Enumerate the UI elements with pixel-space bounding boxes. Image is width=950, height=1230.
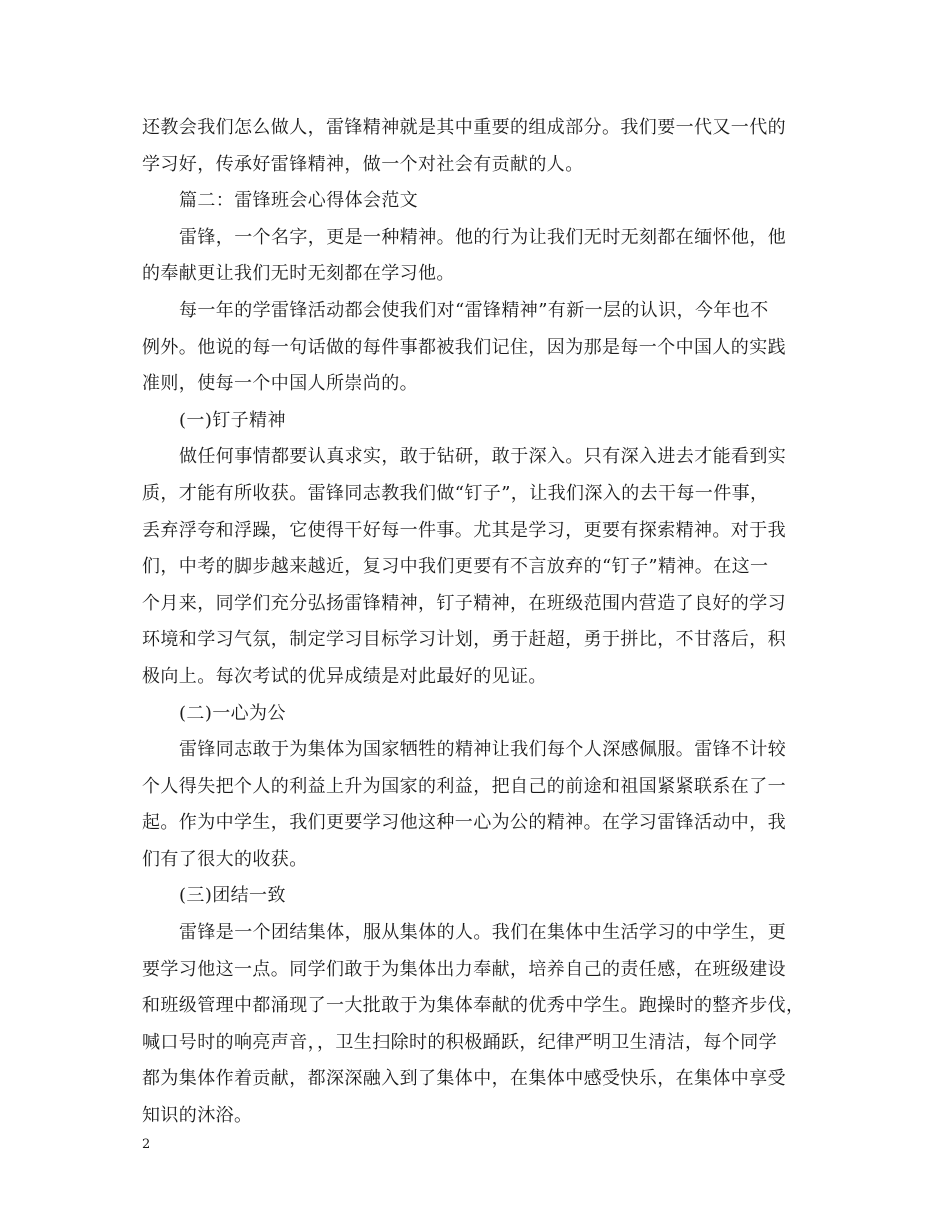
subheading: (二)一心为公 xyxy=(179,702,286,724)
text-line: 丢弃浮夸和浮躁，它使得干好每一件事。尤其是学习，更要有探索精神。对于我 xyxy=(142,519,786,541)
text-line: 准则，使每一个中国人所崇尚的。 xyxy=(142,373,418,395)
section-heading: 篇二：雷锋班会心得体会范文 xyxy=(179,190,419,212)
text-line: 们有了很大的收获。 xyxy=(142,848,308,870)
text-line: 学习好，传承好雷锋精神，做一个对社会有贡献的人。 xyxy=(142,153,584,175)
text-line: 环境和学习气氛，制定学习目标学习计划，勇于赶超，勇于拼比，不甘落后，积 xyxy=(142,629,786,651)
text-line: 还教会我们怎么做人，雷锋精神就是其中重要的组成部分。我们要一代又一代的 xyxy=(142,117,786,138)
text-line: 个人得失把个人的利益上升为国家的利益，把自己的前途和祖国紧紧联系在了一 xyxy=(142,775,786,797)
text-line: 都为集体作着贡献，都深深融入到了集体中，在集体中感受快乐，在集体中享受 xyxy=(142,1068,786,1090)
page-number: 2 xyxy=(142,1137,151,1152)
text-line: 起。作为中学生，我们更要学习他这种一心为公的精神。在学习雷锋活动中，我 xyxy=(142,812,786,834)
subheading: (一)钉子精神 xyxy=(179,409,286,431)
text-line: 知识的沐浴。 xyxy=(142,1105,253,1127)
text-line: 例外。他说的每一句话做的每件事都被我们记住，因为那是每一个中国人的实践 xyxy=(142,336,786,358)
text-line: 极向上。每次考试的优异成绩是对此最好的见证。 xyxy=(142,665,547,687)
subheading: (三)团结一致 xyxy=(179,885,286,907)
text-line: 雷锋是一个团结集体，服从集体的人。我们在集体中生活学习的中学生，更 xyxy=(179,922,787,944)
text-line: 每一年的学雷锋活动都会使我们对“雷锋精神”有新一层的认识，今年也不 xyxy=(179,299,769,321)
text-line: 喊口号时的响亮声音，，卫生扫除时的积极踊跃，纪律严明卫生清洁，每个同学 xyxy=(142,1031,777,1053)
text-line: 雷锋同志敢于为集体为国家牺牲的精神让我们每个人深感佩服。雷锋不计较 xyxy=(179,739,787,761)
text-line: 和班级管理中都涌现了一大批敢于为集体奉献的优秀中学生。跑操时的整齐步伐， xyxy=(142,995,805,1017)
text-line: 个月来，同学们充分弘扬雷锋精神，钉子精神，在班级范围内营造了良好的学习 xyxy=(142,592,786,614)
text-line: 做任何事情都要认真求实，敢于钻研，敢于深入。只有深入进去才能看到实 xyxy=(179,446,787,468)
text-line: 们，中考的脚步越来越近，复习中我们更要有不言放弃的“钉子”精神。在这一 xyxy=(142,556,769,578)
text-line: 雷锋，一个名字，更是一种精神。他的行为让我们无时无刻都在缅怀他，他 xyxy=(179,226,787,248)
text-line: 质，才能有所收获。雷锋同志教我们做“钉子”，让我们深入的去干每一件事， xyxy=(142,482,769,504)
document-body xyxy=(142,110,810,1135)
text-line: 的奉献更让我们无时无刻都在学习他。 xyxy=(142,263,455,285)
text-line: 要学习他这一点。同学们敢于为集体出力奉献，培养自己的责任感，在班级建设 xyxy=(142,958,786,980)
